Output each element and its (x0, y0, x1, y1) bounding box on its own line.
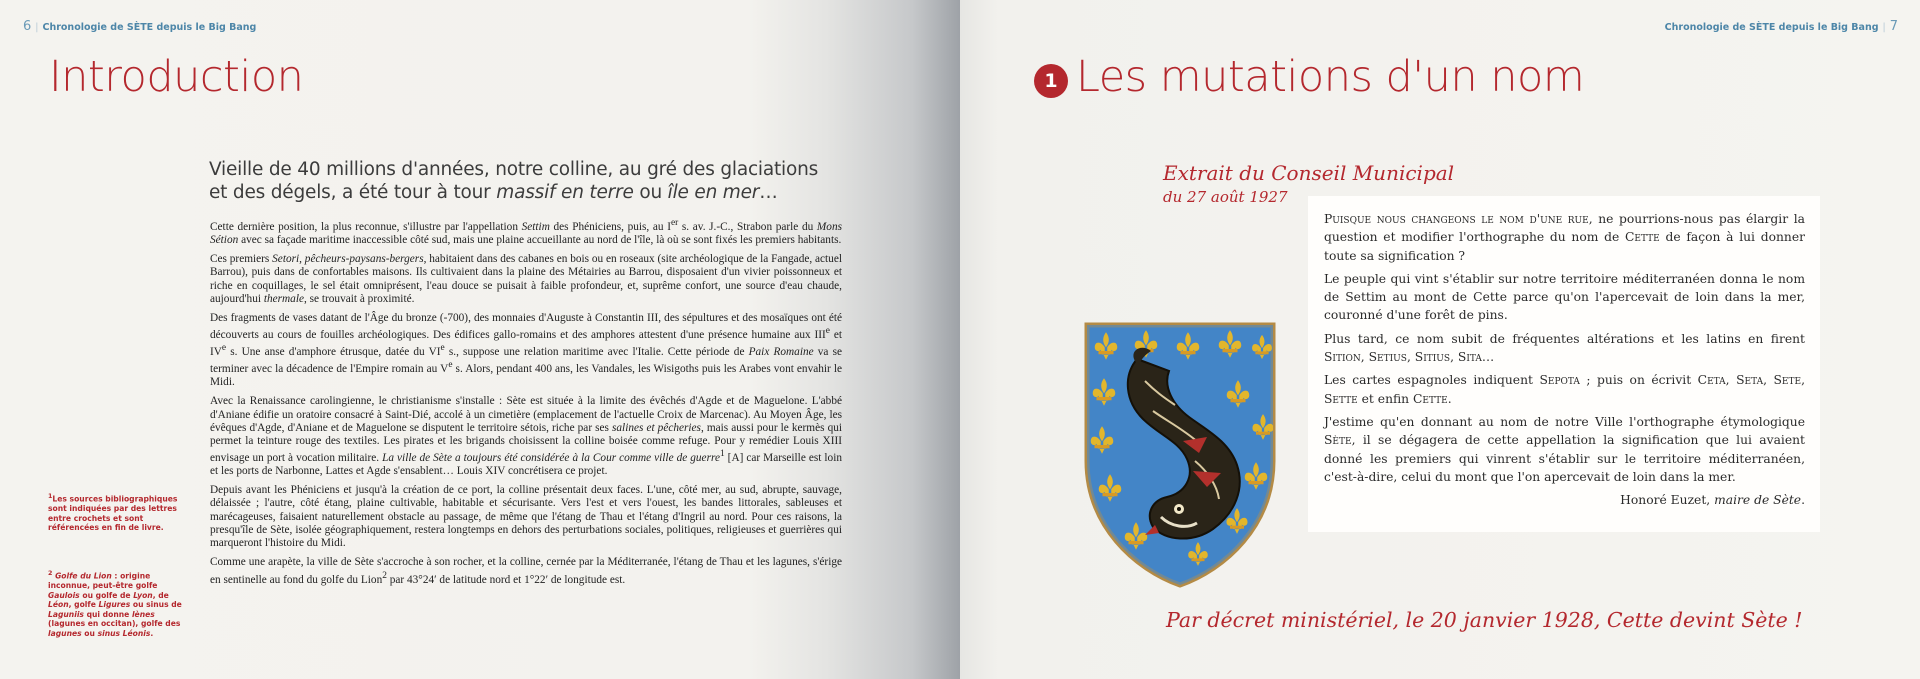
page-number-left: 6 (23, 19, 32, 34)
quote-paragraph-3: Plus tard, ce nom subit de fréquentes altérations et les latins en firent Sition, Setius, Sitius, Sita… (1324, 331, 1805, 365)
page-title-introduction: Introduction (49, 52, 304, 102)
running-head-left: 6 | Chronologie de SÈTE depuis le Big Bang (23, 19, 257, 34)
quote-paragraph-5: J'estime qu'en donnant au nom de notre Ville l'orthographe étymologique Sète, il se dégagera de cette appellation la signification que lui avaient donné les premiers qui vinrent s'établir sur le territoire méditerranéen, c'est-à-dire, celui du mont que l'on apercevait de loin dans la mer. (1324, 414, 1805, 484)
extract-title: Extrait du Conseil Municipal (1163, 161, 1455, 185)
running-head-text-right: Chronologie de SÈTE depuis le Big Bang (1664, 22, 1879, 33)
footnote-1: $^1$Les sources bibliographiques sont indiquées par des lettres entre crochets et sont référencées en fin de livre. (48, 493, 178, 533)
body-paragraph-5: Depuis avant les Phéniciens et jusqu'à la création de ce port, la colline présentait deux faces. L'une, côté mer, au sud, abrupte, sauvage, délaissée ; l'autre, côté étang, plaine cultivable, habitable et sécurisante. Vers l'est et vers l'ouest, les bandes littorales, sableuses et marécageuses, faisaient naturellement obstacle au passage, de même que l'étang de Thau et l'étang d'Ingril au nord. Pour ces raisons, la presqu'île de Sète, isolée géographiquement, restera longtemps en dehors des perturbations sociales, politiques, religieuses et guerrières qui marqueront l'histoire du Midi. (210, 484, 842, 550)
body-paragraph-1: Cette dernière position, la plus reconnue, s'illustre par l'appellation Settim des Phéniciens, puis, au Ier s. av. J.-C., Strabon parle du Mons Sétion avec sa façade maritime inaccessible côté sud, mais une plaine accueillante au nord de l'île, là où se sont fixés les premiers habitants. (210, 218, 842, 246)
coat-of-arms-dolphin-image (1075, 321, 1285, 591)
page-number-right: 7 (1889, 19, 1898, 34)
body-paragraph-2: Ces premiers Setori, pêcheurs-paysans-bergers, habitaient dans des cabanes en bois ou en roseaux (site archéologique de la Fangade, actuel Barrou), puis dans de confortables maisons. Ils cultivaient dans la plaine des Métairies au Barrou, disposaient d'un vivier poissonneux et riche en coquillages, le sel était omniprésent, l'eau douce se puisait à faible profondeur, et, suprême confort, une source d'eau chaude, aujourd'hui thermale, se trouvait à proximité. (210, 253, 842, 305)
council-quote-box (1308, 196, 1820, 532)
body-paragraph-6: Comme une arapète, la ville de Sète s'accroche à son rocher, et la colline, cernée par la Méditerranée, l'étang de Thau et les lagunes, s'érige en sentinelle au fond du golfe du Lion$^2$ par 43°24′ de latitude nord et 1°22′ de longitude est. (210, 556, 842, 586)
extract-date: du 27 août 1927 (1163, 188, 1288, 206)
running-head-right: Chronologie de SÈTE depuis le Big Bang | 7 (1664, 19, 1898, 34)
footnote-2: $^2$ Golfe du Lion : origine inconnue, peut-être golfe Gaulois ou golfe de Lyon, de Léon, golfe Ligures ou sinus de Laguniis qui donne lènes (lagunes en occitan), golfe des lagunes ou sinus Léonis. (48, 570, 182, 638)
quote-paragraph-2: Le peuple qui vint s'établir sur notre territoire méditerranéen donna le nom de Settim au mont de Cette parce qu'on l'apercevait de loin dans la mer, couronné d'une forêt de pins. (1324, 271, 1805, 323)
chapter-number-badge: 1 (1034, 64, 1068, 98)
quote-paragraph-4: Les cartes espagnoles indiquent Sepota ; puis on écrivit Ceta, Seta, Sete, Sette et enfin Cette. (1324, 373, 1805, 406)
running-head-text-left: Chronologie de SÈTE depuis le Big Bang (42, 22, 257, 33)
lead-paragraph: Vieille de 40 millions d'années, notre colline, au gré des glaciations et des dégels, a été tour à tour massif en terre ou île en mer… (209, 159, 819, 203)
quote-paragraph-1: Puisque nous changeons le nom d'une rue, ne pourrions-nous pas élargir la question et modifier l'orthographe du nom de Cette de façon à lui donner toute sa signification ? (1324, 212, 1805, 263)
chapter-title: Les mutations d'un nom (1076, 52, 1585, 102)
decree-statement: Par décret ministériel, le 20 janvier 1928, Cette devint Sète ! (1166, 608, 1803, 632)
body-paragraph-4: Avec la Renaissance carolingienne, le christianisme s'installe : Sète est située à la limite des évêchés d'Agde et de Maguelone. L'abbé d'Aniane édifie un oratoire consacré à Saint-Dié, accolé à un cimetière (emplacement de l'actuelle Croix de Marcenac). Au Moyen Âge, les évêques d'Agde, d'Aniane et de Maguelone se disputent le territoire sétois, riche par ses salines et pêcheries, mais aussi pour le kermès qui permet la teinture rouge des textiles. Les pirates et les brigands choisissent la colline boisée comme refuge. Pour y remédier Louis XIII envisage un port à vocation militaire. La ville de Sète a toujours été considérée à la Cour comme ville de guerre$^1$ [A] car Marseille est loin et les ports de Narbonne, Lattes et Agde s'ensablent… Louis XIV concrétisera ce projet. (210, 395, 843, 478)
body-text (210, 217, 842, 592)
body-paragraph-3: Des fragments de vases datant de l'Âge du bronze (-700), des monnaies d'Auguste à Constantin III, des sépultures et des mosaïques ont été découverts au cours de fouilles archéologiques. Des édifices gallo-romains et des amphores attestent d'une présence humaine aux IIIe et IVe s. Une anse d'amphore étrusque, datée du VIe s., suppose une relation maritime avec l'Italie. Cette période de Paix Romaine va se terminer avec la décadence de l'Empire romain au Ve s. Alors, pendant 400 ans, les Vandales, les Wisigoths puis les Arabes vont envahir le Midi. (210, 311, 843, 389)
quote-signature: Honoré Euzet, maire de Sète. (1620, 493, 1805, 508)
